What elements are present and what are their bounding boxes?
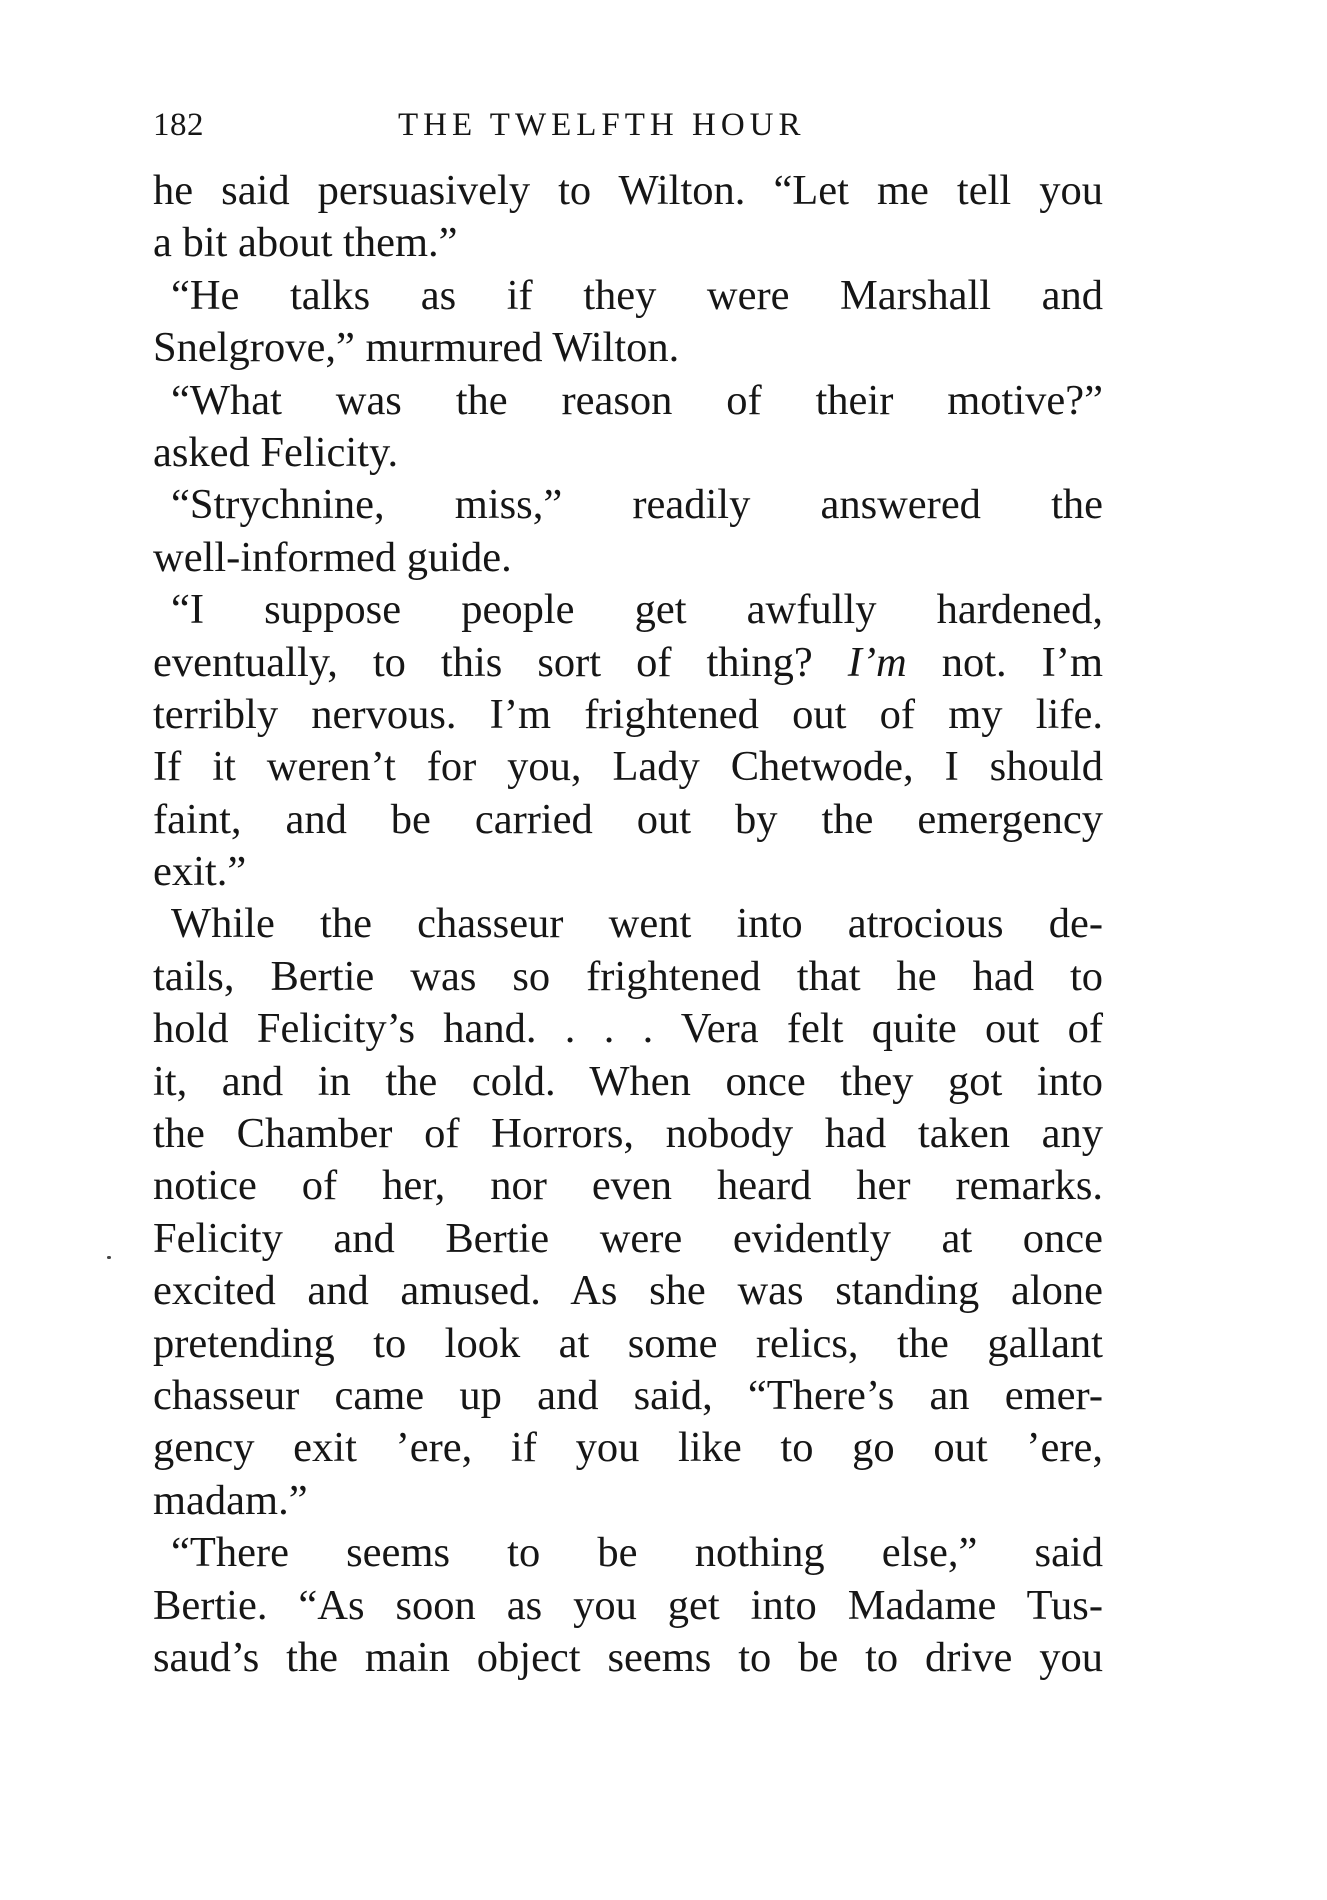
page-number: 182 — [153, 107, 204, 143]
text-line: saud’s the main object seems to be to drive you — [153, 1633, 1103, 1681]
text-line: “There seems to be nothing else,” said — [171, 1529, 1103, 1577]
text-line-mixed — [153, 637, 1103, 689]
text-line: a bit about them.” — [153, 219, 458, 267]
text-line: gency exit ’ere, if you like to go out ’ere, — [153, 1424, 1103, 1472]
text-line: “I suppose people get awfully hardened, — [171, 586, 1103, 634]
text-line: well-informed guide. — [153, 533, 512, 581]
text-line: hold Felicity’s hand. . . . Vera felt quite out of — [153, 1005, 1103, 1053]
text-line: Bertie. “As soon as you get into Madame Tus- — [153, 1581, 1103, 1629]
text-line: he said persuasively to Wilton. “Let me tell you — [153, 167, 1103, 214]
margin-mark — [107, 1256, 111, 1259]
text-line: exit.” — [153, 848, 247, 896]
text-line: “He talks as if they were Marshall and — [171, 271, 1103, 319]
text-line: notice of her, nor even heard her remarks. — [153, 1162, 1103, 1210]
text-line: While the chasseur went into atrocious de- — [171, 900, 1103, 948]
text-line: chasseur came up and said, “There’s an emer- — [153, 1371, 1103, 1419]
text-line: the Chamber of Horrors, nobody had taken any — [153, 1110, 1103, 1158]
text-segment: not. I’m — [941, 638, 1104, 686]
text-line: pretending to look at some relics, the gallant — [153, 1319, 1103, 1367]
text-line: madam.” — [153, 1476, 308, 1524]
text-line: “Strychnine, miss,” readily answered the — [171, 481, 1103, 529]
text-line: it, and in the cold. When once they got into — [153, 1057, 1103, 1105]
running-head — [153, 100, 1103, 150]
text-line: “What was the reason of their motive?” — [171, 376, 1103, 424]
text-line: Felicity and Bertie were evidently at once — [153, 1214, 1103, 1262]
text-line: faint, and be carried out by the emergency — [153, 795, 1103, 843]
text-line: tails, Bertie was so frightened that he had to — [153, 952, 1103, 1000]
text-segment: eventually, to this sort of thing? — [153, 638, 813, 686]
italic-text: I’m — [847, 638, 907, 686]
text-line: terribly nervous. I’m frightened out of my life. — [153, 690, 1103, 738]
text-line: Snelgrove,” murmured Wilton. — [153, 324, 680, 372]
text-line: asked Felicity. — [153, 428, 399, 476]
body-text — [153, 165, 1103, 1684]
text-line: excited and amused. As she was standing alone — [153, 1267, 1103, 1315]
text-line: If it weren’t for you, Lady Chetwode, I should — [153, 743, 1103, 791]
running-title: THE TWELFTH HOUR — [398, 107, 806, 143]
